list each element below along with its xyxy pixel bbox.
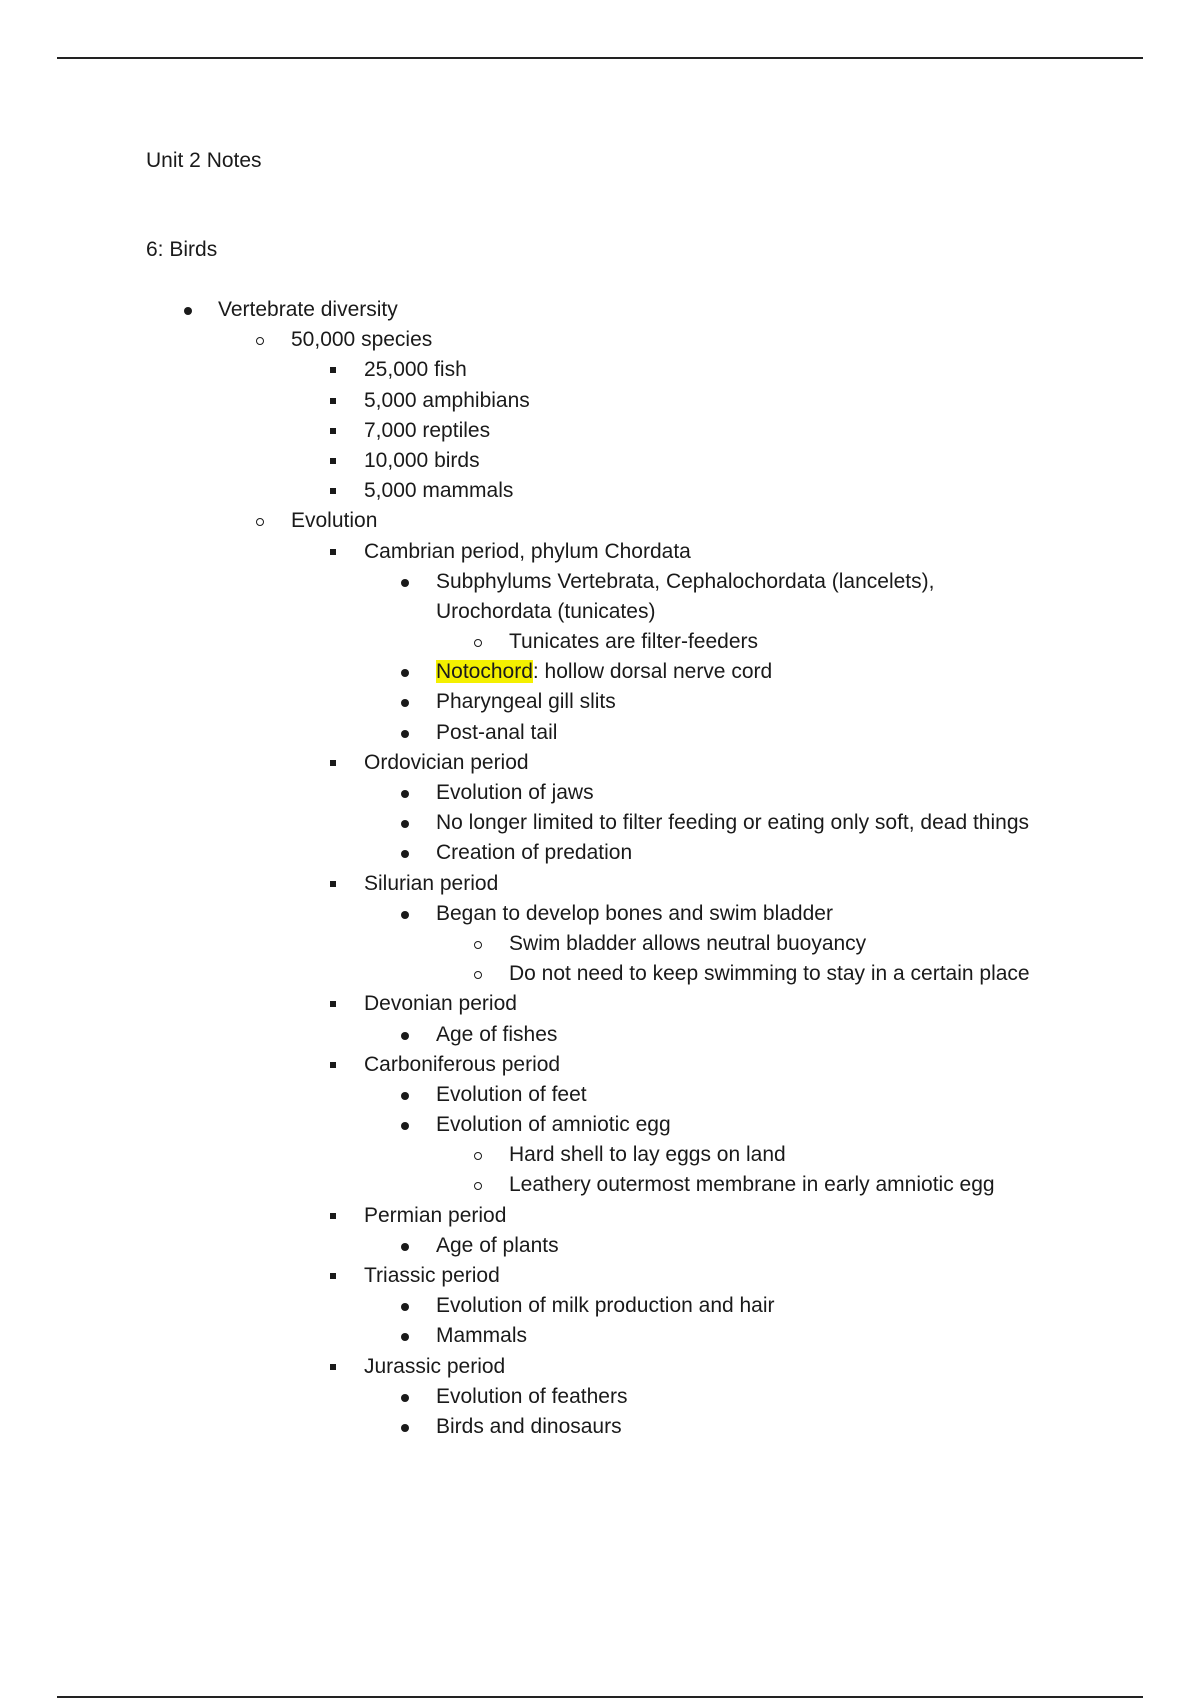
list-item: Post-anal tail bbox=[436, 720, 558, 744]
list-item: Evolution bbox=[291, 509, 378, 533]
document-title: Unit 2 Notes bbox=[146, 149, 262, 172]
list-item: Evolution of feet bbox=[436, 1082, 587, 1106]
list-item: Cambrian period, phylum Chordata bbox=[364, 539, 691, 563]
list-item: No longer limited to filter feeding or eating only soft, dead things bbox=[436, 811, 1030, 835]
list-item: 10,000 birds bbox=[364, 448, 480, 472]
list-item: Vertebrate diversity bbox=[218, 298, 398, 321]
list-item: Tunicates are filter-feeders bbox=[509, 630, 758, 654]
top-rule bbox=[57, 57, 1143, 59]
list-item: Permian period bbox=[364, 1203, 507, 1227]
list-item: 50,000 species bbox=[291, 328, 433, 352]
list-item: Notochord: hollow dorsal nerve cord bbox=[436, 660, 773, 684]
notes-outline bbox=[0, 295, 1200, 1442]
list-item: Leathery outermost membrane in early amniotic egg bbox=[509, 1173, 995, 1197]
list-item: 5,000 amphibians bbox=[364, 388, 530, 412]
list-item: Evolution of amniotic egg bbox=[436, 1113, 671, 1137]
section-heading: 6: Birds bbox=[146, 238, 218, 261]
list-item: Creation of predation bbox=[436, 841, 633, 865]
list-item: Triassic period bbox=[364, 1264, 500, 1288]
list-item: Age of fishes bbox=[436, 1022, 558, 1046]
list-item: Mammals bbox=[436, 1324, 528, 1348]
list-item: 25,000 fish bbox=[364, 358, 467, 382]
list-item: Evolution of feathers bbox=[436, 1384, 628, 1408]
list-item: Age of plants bbox=[436, 1233, 559, 1257]
list-item: Began to develop bones and swim bladder bbox=[436, 901, 833, 925]
list-item: Do not need to keep swimming to stay in a certain place bbox=[509, 962, 1030, 986]
list-item: Evolution of jaws bbox=[436, 781, 594, 805]
list-item: Evolution of milk production and hair bbox=[436, 1294, 775, 1318]
bottom-rule bbox=[57, 1696, 1143, 1698]
list-item: Ordovician period bbox=[364, 750, 529, 774]
list-item: 5,000 mammals bbox=[364, 479, 514, 503]
list-item: Carboniferous period bbox=[364, 1052, 561, 1076]
highlighted-term: Notochord bbox=[436, 660, 533, 684]
list-item: Jurassic period bbox=[364, 1354, 506, 1378]
list-item: Birds and dinosaurs bbox=[436, 1414, 622, 1438]
list-item: 7,000 reptiles bbox=[364, 418, 491, 442]
list-item: Swim bladder allows neutral buoyancy bbox=[509, 931, 867, 955]
list-item: Hard shell to lay eggs on land bbox=[509, 1143, 786, 1167]
list-item: Silurian period bbox=[364, 871, 499, 895]
list-item: Devonian period bbox=[364, 992, 517, 1016]
list-item: Pharyngeal gill slits bbox=[436, 690, 616, 714]
list-item: Subphylums Vertebrata, Cephalochordata (lancelets), Urochordata (tunicates) bbox=[436, 569, 935, 623]
